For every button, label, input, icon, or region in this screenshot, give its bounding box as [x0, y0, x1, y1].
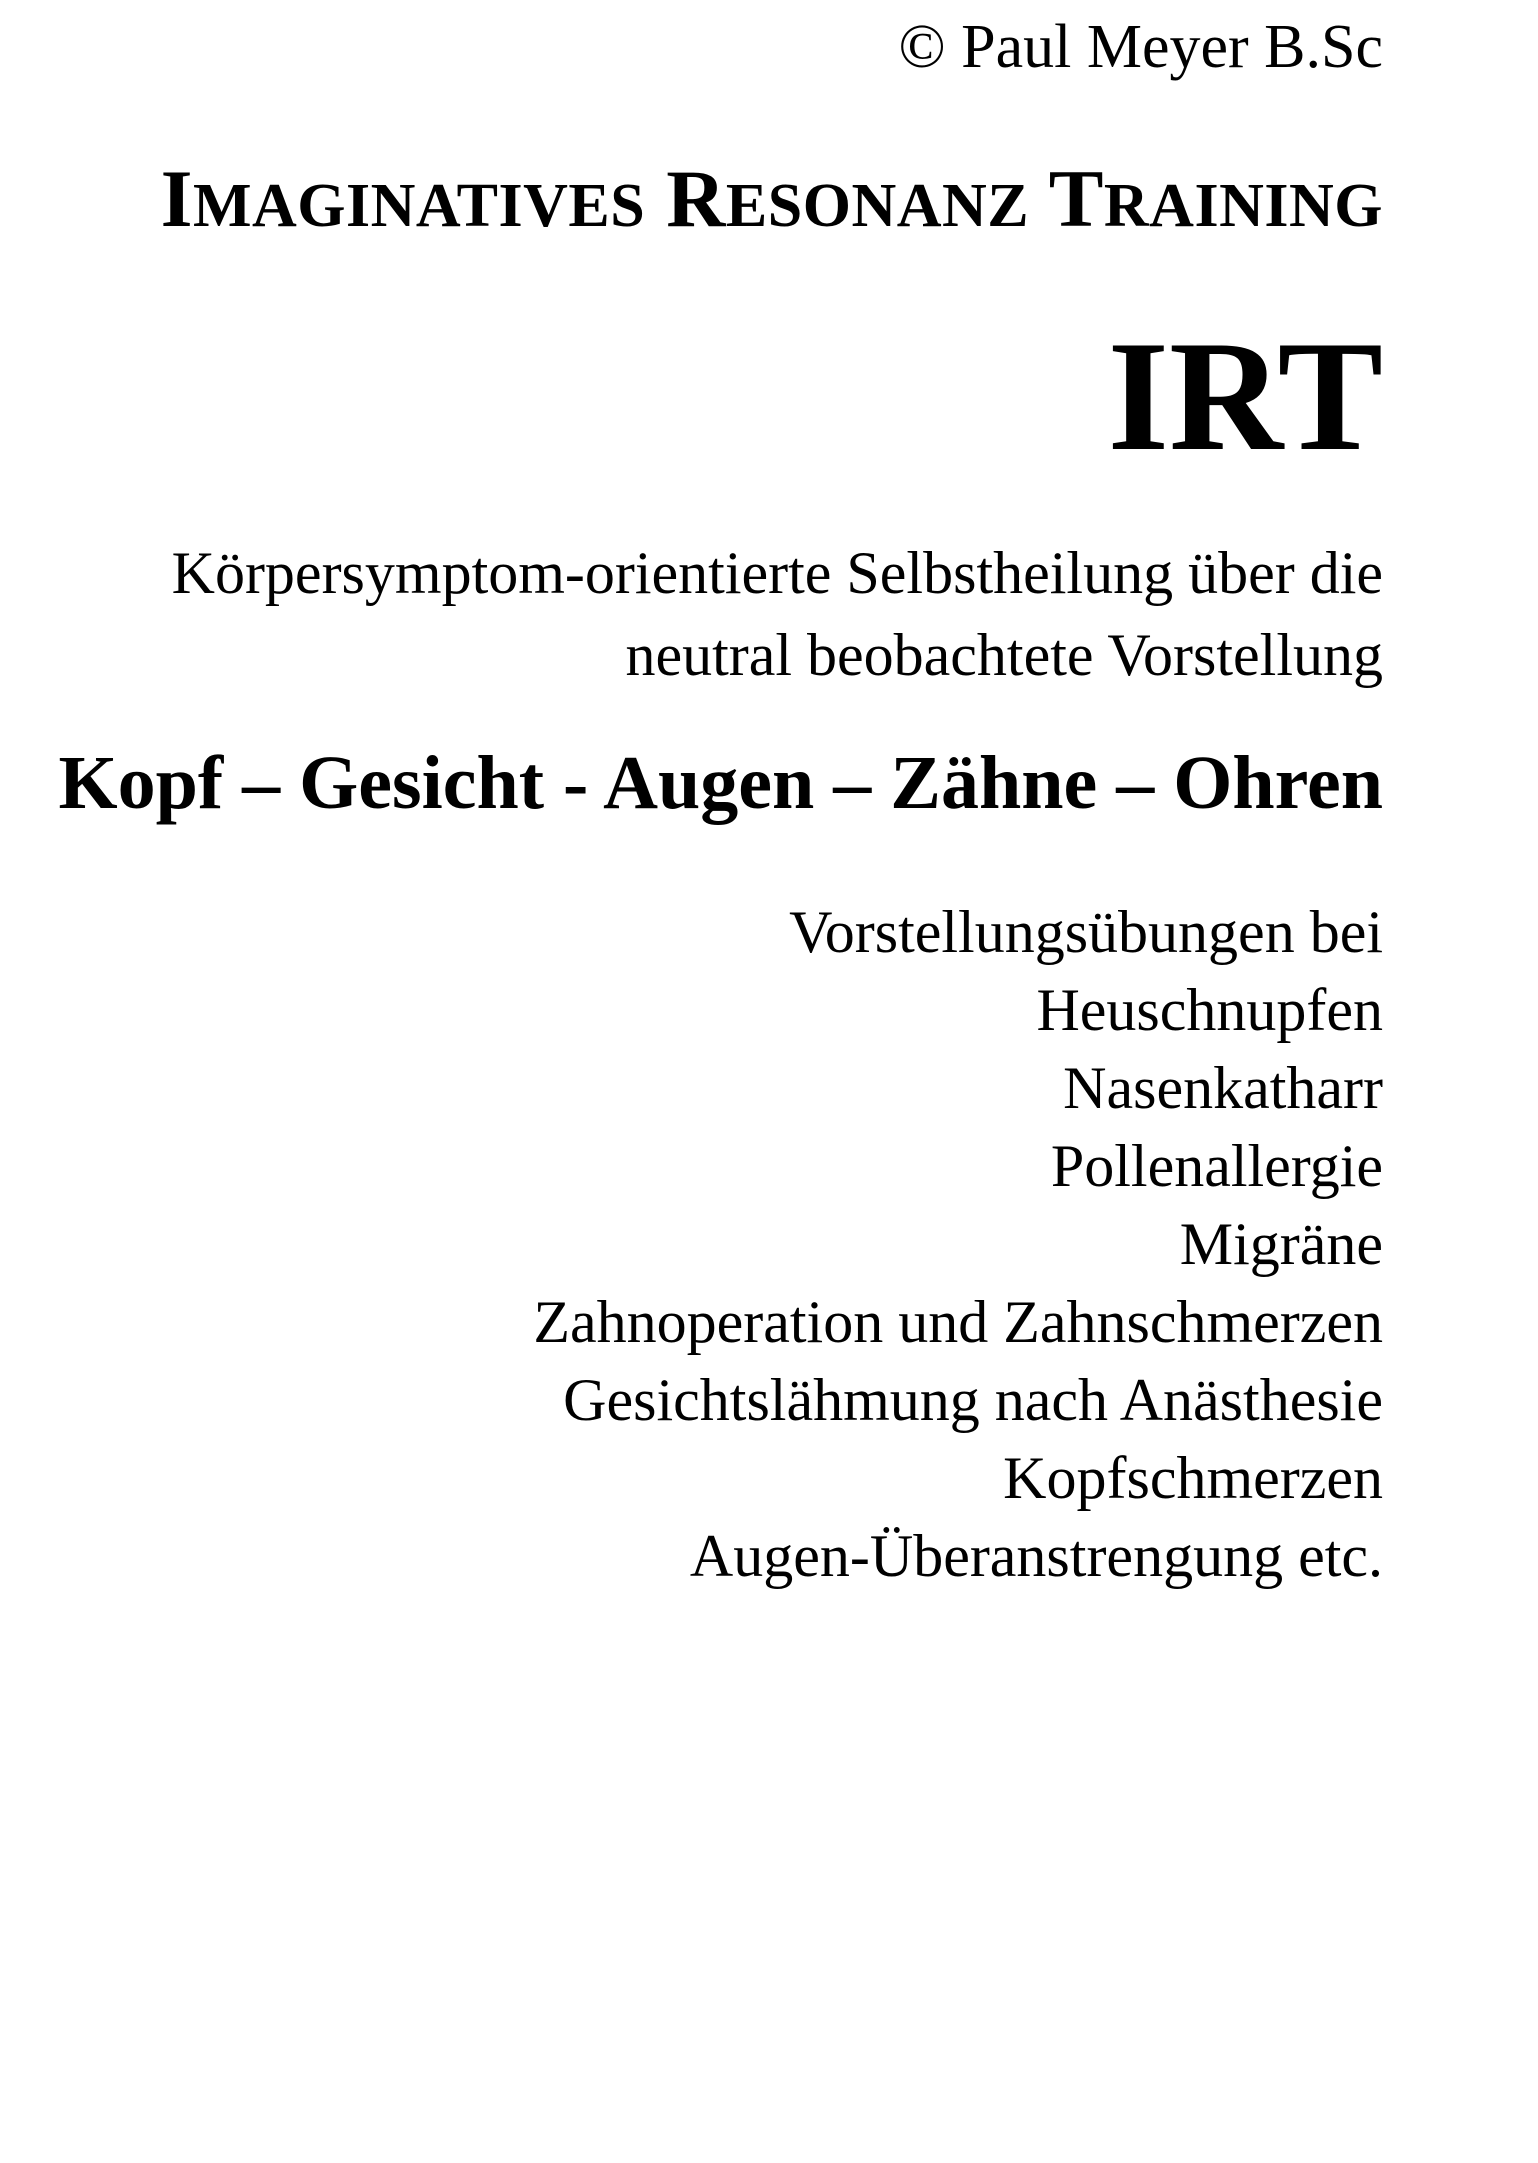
series-title	[160, 153, 1383, 244]
list-item: Migräne	[1179, 1211, 1383, 1277]
copyright-notice: © Paul Meyer B.Sc	[898, 13, 1383, 81]
list-item: Nasenkatharr	[1063, 1055, 1383, 1121]
series-title-word3-rest: RAINING	[1103, 172, 1383, 240]
acronym-title: IRT	[1107, 309, 1383, 484]
list-item: Pollenallergie	[1050, 1133, 1383, 1199]
subtitle-line-1: Körpersymptom-orientierte Selbstheilung über die	[171, 540, 1383, 606]
list-item: Augen-Überanstrengung etc.	[689, 1523, 1383, 1589]
exercise-list-intro: Vorstellungsübungen bei	[789, 899, 1383, 965]
series-title-word1-initial: I	[160, 153, 194, 244]
subtitle-line-2: neutral beobachtete Vorstellung	[625, 622, 1383, 688]
list-item: Gesichtslähmung nach Anästhesie	[563, 1367, 1383, 1433]
subtitle	[172, 532, 1383, 696]
list-item: Zahnoperation und Zahnschmerzen	[533, 1289, 1383, 1355]
exercise-list	[533, 893, 1383, 1595]
series-title-word3-initial: T	[1048, 153, 1104, 244]
topic-heading: Kopf – Gesicht - Augen – Zähne – Ohren	[58, 741, 1383, 825]
list-item: Heuschnupfen	[1036, 977, 1383, 1043]
series-title-word2-initial: R	[666, 153, 726, 244]
series-title-word1-rest: MAGINATIVES	[193, 172, 646, 240]
series-title-word2-rest: ESONANZ	[725, 172, 1030, 240]
list-item: Kopfschmerzen	[1003, 1445, 1383, 1511]
